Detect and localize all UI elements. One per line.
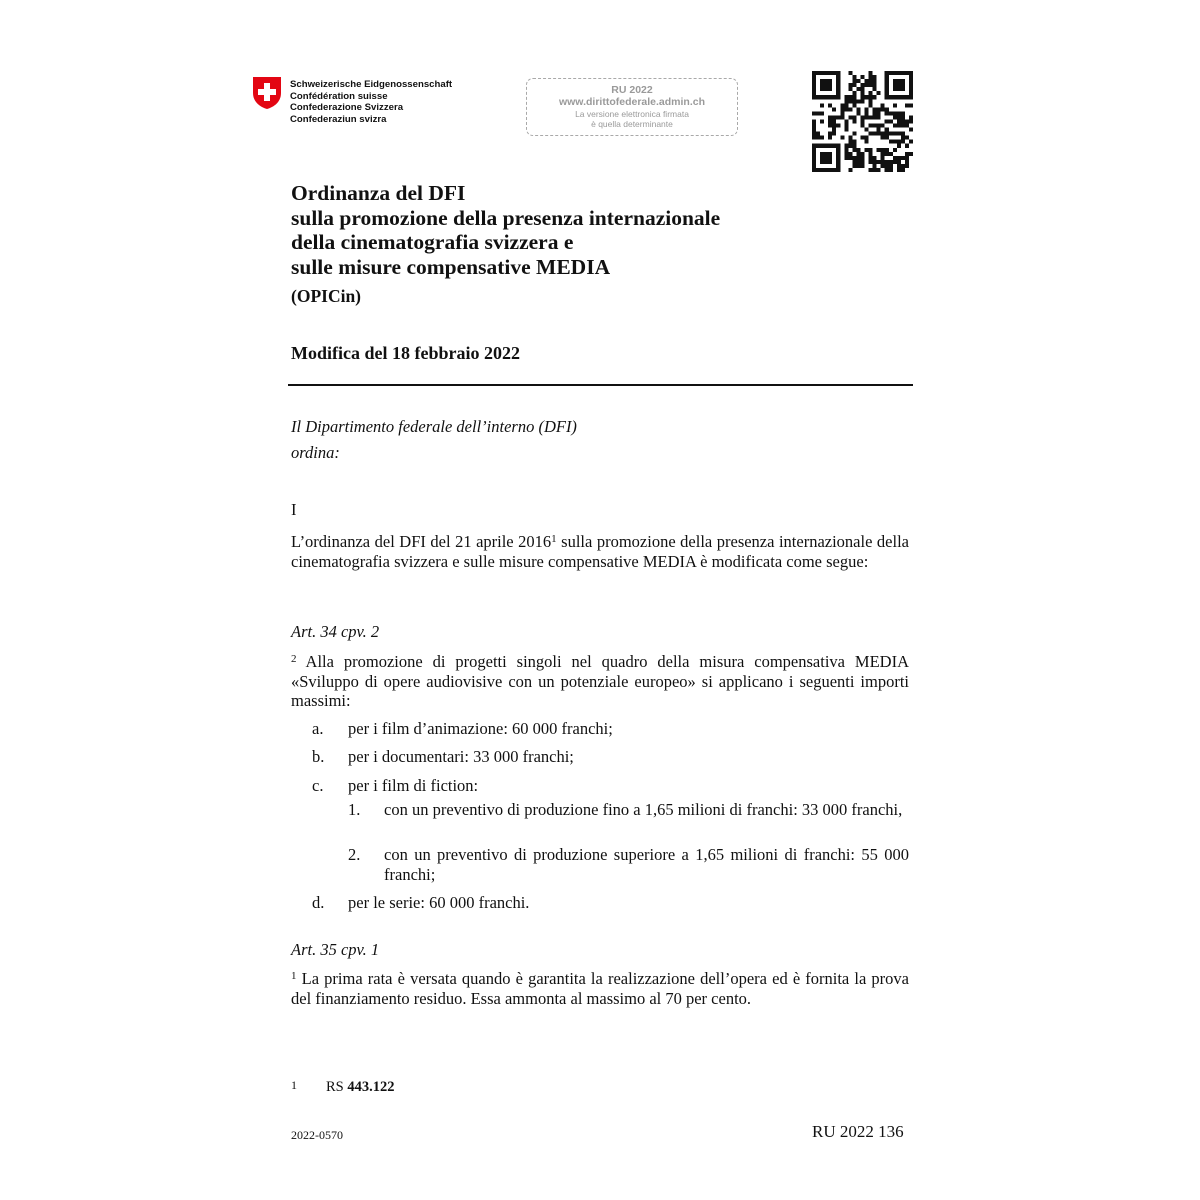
footnote-number: 1 xyxy=(291,1078,297,1092)
confederation-names xyxy=(290,79,452,125)
stamp-collection: RU 2022 xyxy=(611,84,653,96)
list-marker: b. xyxy=(312,747,325,766)
preamble-paragraph xyxy=(291,532,909,571)
preamble-text: L’ordinanza del DFI del 21 aprile 2016 xyxy=(291,532,552,551)
title-line: sulle misure compensative MEDIA xyxy=(291,254,611,279)
confederation-name-de: Schweizerische Eidgenossenschaft xyxy=(290,79,453,90)
list-marker: d. xyxy=(312,893,325,912)
article-heading: Art. 35 cpv. 1 xyxy=(291,940,380,959)
article-paragraph xyxy=(291,652,909,711)
stamp-note-1: La versione elettronica firmata xyxy=(575,109,689,119)
footnote-text xyxy=(326,1079,395,1096)
swiss-coat-of-arms-icon xyxy=(252,76,282,110)
article-paragraph xyxy=(291,969,909,1008)
list-text: per i film d’animazione: 60 000 franchi; xyxy=(348,719,613,738)
paragraph-text: La prima rata è versata quando è garantita la realizzazione dell’opera ed è fornita la prova del finanziamento residuo. Essa ammonta al massimo al 70 per cento. xyxy=(291,969,909,1008)
sub-list-text: con un preventivo di produzione superiore a 1,65 milioni di franchi: 55 000 franchi; xyxy=(384,845,909,884)
sub-list-text: con un preventivo di produzione fino a 1,65 milioni di franchi: 33 000 franchi, xyxy=(384,800,903,819)
document-title xyxy=(291,181,720,279)
horizontal-rule xyxy=(288,384,913,386)
title-line: sulla promozione della presenza internazionale xyxy=(291,205,721,230)
footnote-ref[interactable]: 1 xyxy=(551,533,557,545)
official-publication-stamp xyxy=(526,78,738,136)
list-text: per le serie: 60 000 franchi. xyxy=(348,893,530,912)
confederation-name-it: Confederazione Svizzera xyxy=(290,102,404,113)
issuer: Il Dipartimento federale dell’interno (DFI) xyxy=(291,417,577,436)
publication-reference: RU 2022 136 xyxy=(812,1122,904,1141)
sub-list-marker: 1. xyxy=(348,800,361,819)
footnote-prefix: RS xyxy=(326,1079,348,1095)
article-heading: Art. 34 cpv. 2 xyxy=(291,622,380,641)
qr-code-icon xyxy=(812,71,913,172)
footnote-reference: 443.122 xyxy=(347,1079,395,1095)
enacting-clause xyxy=(291,414,577,466)
paragraph-text: Alla promozione di progetti singoli nel quadro della misura compensativa MEDIA «Sviluppo di opere audiovisive con un potenziale europeo» si applicano i seguenti importi massimi: xyxy=(291,652,909,710)
confederation-name-rm: Confederaziun svizra xyxy=(290,113,387,125)
section-number: I xyxy=(291,500,297,519)
sub-list-marker: 2. xyxy=(348,845,361,864)
list-text: per i film di fiction: xyxy=(348,776,479,795)
list-marker: a. xyxy=(312,719,324,738)
title-line: Ordinanza del DFI xyxy=(291,181,466,205)
preamble-text: sulla promozione della presenza internazionale della cinematografia svizzera e sulle misure compensative MEDIA è modificata come segue: xyxy=(291,532,909,571)
enacting-verb: ordina: xyxy=(291,443,340,462)
title-abbreviation: (OPICin) xyxy=(291,286,361,306)
paragraph-number: 1 xyxy=(291,970,297,982)
stamp-url: www.dirittofederale.admin.ch xyxy=(558,96,706,108)
paragraph-number: 2 xyxy=(291,653,297,665)
list-text: per i documentari: 33 000 franchi; xyxy=(348,747,574,766)
stamp-note-2: è quella determinante xyxy=(591,119,673,129)
modification-date: Modifica del 18 febbraio 2022 xyxy=(291,343,520,363)
title-line: della cinematografia svizzera e xyxy=(291,230,574,254)
confederation-name-fr: Confédération suisse xyxy=(290,90,388,102)
list-marker: c. xyxy=(312,776,324,795)
document-code: 2022-0570 xyxy=(291,1128,343,1142)
